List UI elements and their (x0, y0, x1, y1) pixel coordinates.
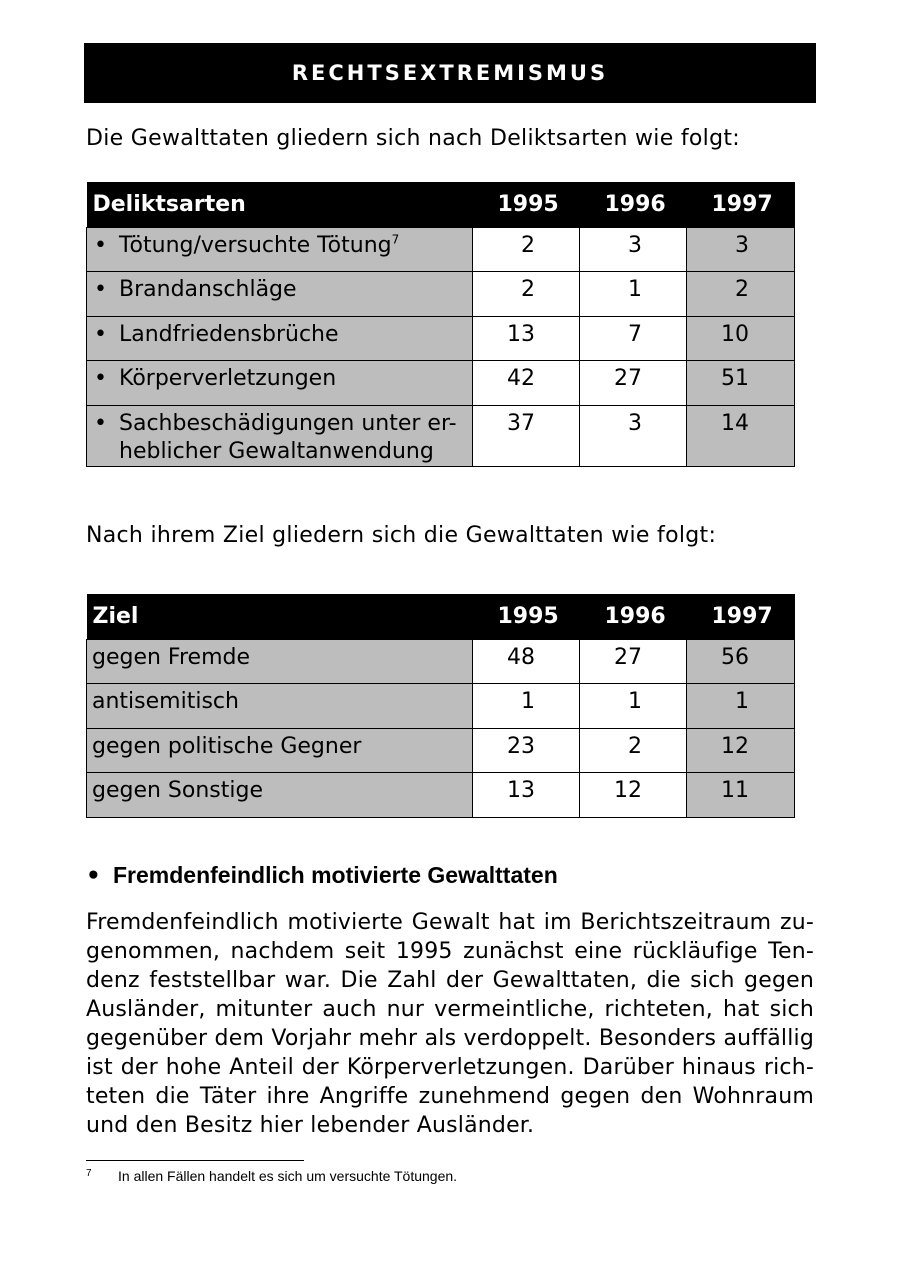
page-header (84, 43, 816, 103)
row-label-text: Landfriedensbrüche (119, 321, 339, 347)
table-row (87, 684, 795, 729)
table-header-row (87, 182, 795, 227)
page-title: RECHTSEXTREMISMUS (291, 61, 609, 85)
paragraph-line: gegenüber dem Vorjahr mehr als verdoppelt. Besonders auffällig (86, 1026, 814, 1051)
value-1995: 2 (473, 272, 580, 317)
table-row (87, 405, 795, 466)
bullet-icon: • (86, 863, 101, 889)
paragraph-line: teten die Täter ihre Angriffe zunehmend gegen den Wohnraum (86, 1084, 814, 1109)
row-label (87, 316, 473, 361)
row-label-text: Körperverletzungen (119, 366, 337, 391)
footnote-ref: 7 (391, 232, 400, 247)
footnote-divider (86, 1160, 304, 1161)
value-1995: 13 (473, 773, 580, 818)
deliktsarten-table (86, 182, 795, 467)
column-header-1996: 1996 (580, 182, 687, 227)
row-label (87, 361, 473, 406)
body-paragraph (86, 908, 814, 1140)
row-label-text: Tötung/versuchte Tötung (119, 232, 392, 258)
table-row (87, 316, 795, 361)
value-1995: 2 (473, 227, 580, 272)
intro-text-deliktsarten: Die Gewalttaten gliedern sich nach Deliktsarten wie folgt: (86, 126, 740, 151)
value-1996: 27 (580, 361, 687, 406)
intro-text-ziel: Nach ihrem Ziel gliedern sich die Gewalttaten wie folgt: (86, 523, 717, 548)
value-1997: 12 (687, 728, 795, 773)
value-1996: 1 (580, 272, 687, 317)
bullet-icon: • (94, 366, 107, 391)
column-header-ziel: Ziel (87, 594, 473, 639)
column-header-1995: 1995 (473, 182, 580, 227)
row-label (87, 405, 473, 466)
paragraph-line: Ausländer, mitunter auch nur vermeintliche, richteten, hat sich (86, 997, 814, 1022)
column-header-1997: 1997 (687, 182, 795, 227)
value-1996: 3 (580, 227, 687, 272)
bullet-icon: • (94, 277, 107, 302)
row-label-text: Brandanschläge (119, 277, 297, 302)
bullet-icon: • (94, 321, 107, 347)
value-1997: 10 (687, 316, 795, 361)
table-row (87, 227, 795, 272)
value-1996: 3 (580, 405, 687, 466)
row-label: gegen politische Gegner (87, 728, 473, 773)
table-row (87, 361, 795, 406)
value-1995: 42 (473, 361, 580, 406)
row-label: gegen Fremde (87, 639, 473, 684)
row-label-line-2: heblicher Gewaltanwendung (119, 438, 434, 464)
table-row (87, 639, 795, 684)
value-1997: 3 (687, 227, 795, 272)
value-1995: 23 (473, 728, 580, 773)
value-1997: 56 (687, 639, 795, 684)
footnote-mark: 7 (86, 1168, 92, 1179)
footnote-text: In allen Fällen handelt es sich um versuchte Tötungen. (118, 1168, 458, 1184)
row-label: gegen Sonstige (87, 773, 473, 818)
bullet-icon: • (94, 410, 107, 436)
value-1995: 13 (473, 316, 580, 361)
value-1995: 48 (473, 639, 580, 684)
column-header-1996: 1996 (580, 594, 687, 639)
value-1997: 11 (687, 773, 795, 818)
paragraph-line: genommen, nachdem seit 1995 zunächst eine rückläufige Ten- (86, 939, 814, 964)
paragraph-line: Fremdenfeindlich motivierte Gewalt hat im Berichtszeitraum zu- (86, 910, 814, 935)
value-1997: 2 (687, 272, 795, 317)
row-label (87, 227, 473, 272)
bullet-icon: • (94, 232, 107, 258)
value-1995: 37 (473, 405, 580, 466)
footnote (86, 1168, 457, 1184)
column-header-1997: 1997 (687, 594, 795, 639)
table-row (87, 272, 795, 317)
table-row (87, 728, 795, 773)
paragraph-line: und den Besitz hier lebender Ausländer. (86, 1113, 535, 1138)
table-row (87, 773, 795, 818)
section-title: Fremdenfeindlich motivierte Gewalttaten (113, 862, 558, 888)
paragraph-line: ist der hohe Anteil der Körperverletzungen. Darüber hinaus rich- (86, 1055, 814, 1080)
value-1995: 1 (473, 684, 580, 729)
table-header-row (87, 594, 795, 639)
value-1997: 14 (687, 405, 795, 466)
paragraph-line: denz feststellbar war. Die Zahl der Gewalttaten, die sich gegen (86, 968, 814, 993)
value-1996: 12 (580, 773, 687, 818)
value-1996: 1 (580, 684, 687, 729)
ziel-table (86, 594, 795, 818)
value-1996: 7 (580, 316, 687, 361)
column-header-1995: 1995 (473, 594, 580, 639)
section-heading (86, 862, 558, 889)
value-1996: 2 (580, 728, 687, 773)
value-1997: 1 (687, 684, 795, 729)
row-label (87, 272, 473, 317)
row-label: antisemitisch (87, 684, 473, 729)
row-label-line-1: Sachbeschädigungen unter er- (119, 410, 457, 436)
value-1996: 27 (580, 639, 687, 684)
column-header-deliktsarten: Deliktsarten (87, 182, 473, 227)
value-1997: 51 (687, 361, 795, 406)
